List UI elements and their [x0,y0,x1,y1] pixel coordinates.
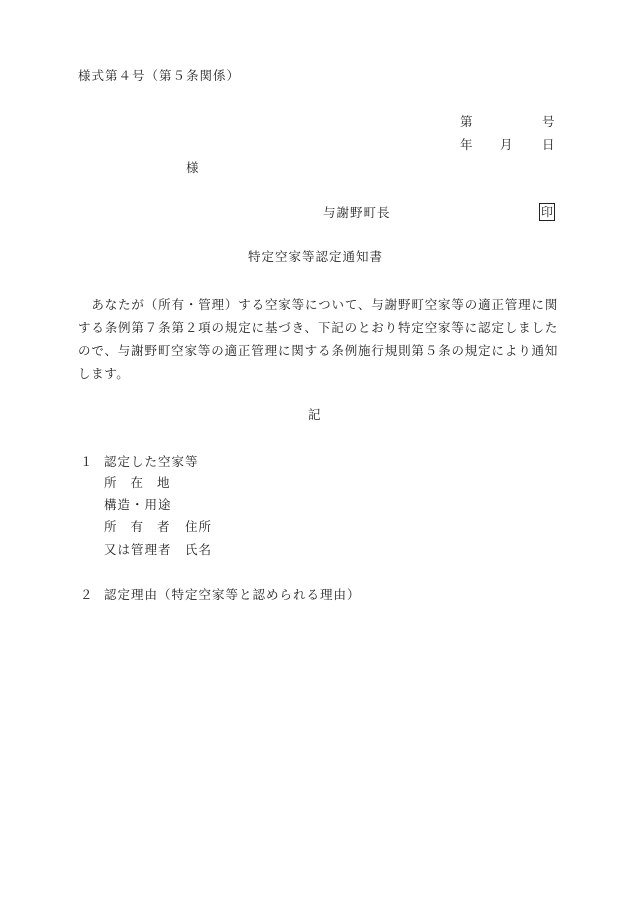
issuer: 与謝野町長 [323,205,391,220]
item-2-label: 認定理由（特定空家等と認められる理由） [104,587,361,602]
item-1-owner-address: 住所 [185,519,213,534]
item-1-or-manager: 又は管理者 [104,542,172,557]
item-1-number: １ [80,454,93,469]
item-1-structure-use: 構造・用途 [104,497,172,512]
seal-mark: 印 [541,205,554,219]
doc-number-go: 号 [542,114,555,129]
addressee-suffix: 様 [186,160,199,175]
item-1-owner-name: 氏名 [185,542,213,557]
item-1-location: 所在地 [104,475,184,490]
item-1-label: 認定した空家等 [104,454,199,469]
ki-heading: 記 [308,407,321,422]
item-2-number: ２ [80,587,93,602]
date-month: 月 [500,137,513,152]
document-title: 特定空家等認定通知書 [248,249,384,264]
body-paragraph [78,293,558,385]
body-text: あなたが（所有・管理）する空家等について、与謝野町空家等の適正管理に関する条例第７条第２項の規定に基づき、下記のとおり特定空家等に認定しましたので、与謝野町空家等の適正管理に関する条例施行規則第５条の規定により通知します。 [78,297,558,381]
item-1-owner: 所有者 [104,519,184,534]
doc-number-dai: 第 [460,114,473,129]
date-day: 日 [542,137,555,152]
form-number: 様式第４号（第５条関係） [78,68,241,83]
date-year: 年 [460,137,473,152]
